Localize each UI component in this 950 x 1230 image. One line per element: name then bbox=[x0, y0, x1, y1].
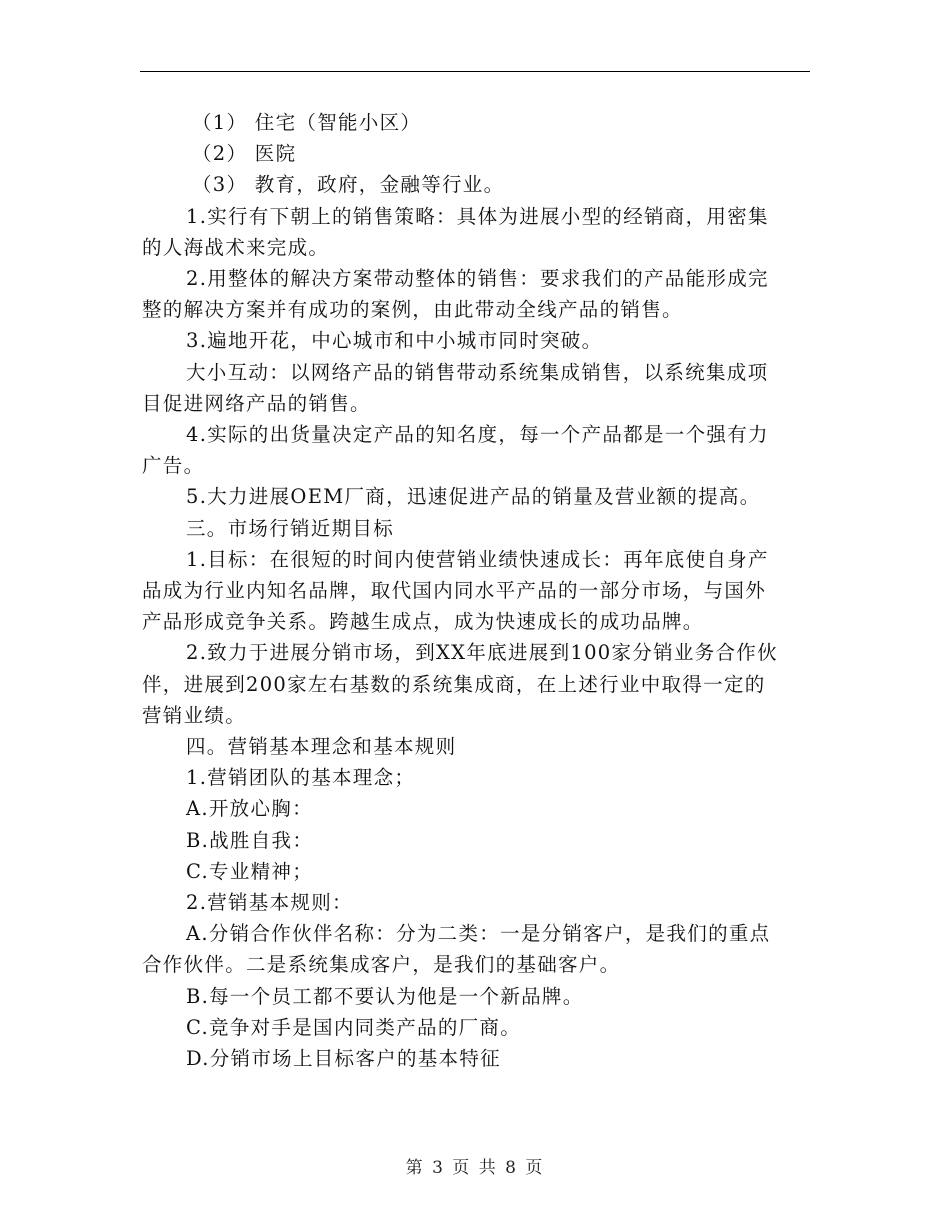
document-body bbox=[142, 107, 810, 1074]
text-line: A.开放心胸： bbox=[186, 797, 313, 821]
text-line: 2.用整体的解决方案带动整体的销售：要求我们的产品能形成完 bbox=[186, 267, 769, 291]
text-line: 1.营销团队的基本理念； bbox=[186, 766, 416, 790]
text-line: 伴，进展到200家左右基数的系统集成商，在上述行业中取得一定的 bbox=[142, 672, 766, 696]
text-line: 3.遍地开花，中心城市和中小城市同时突破。 bbox=[186, 329, 603, 353]
text-line: （3） 教育，政府，金融等行业。 bbox=[192, 173, 505, 197]
text-line: C.专业精神； bbox=[186, 859, 314, 883]
text-line: （2） 医院 bbox=[192, 142, 297, 166]
text-line: 营销业绩。 bbox=[142, 703, 247, 727]
text-line: 品成为行业内知名品牌，取代国内同水平产品的一部分市场，与国外 bbox=[142, 579, 767, 603]
text-line: 2.致力于进展分销市场，到XX年底进展到100家分销业务合作伙 bbox=[186, 641, 778, 665]
text-line: 合作伙伴。二是系统集成客户，是我们的基础客户。 bbox=[142, 953, 621, 977]
text-line: A.分销合作伙伴名称：分为二类：一是分销客户，是我们的重点 bbox=[186, 922, 771, 946]
text-line: 目促进网络产品的销售。 bbox=[142, 391, 371, 415]
text-line: 5.大力进展OEM厂商，迅速促进产品的销量及营业额的提高。 bbox=[186, 485, 761, 509]
text-line: B.每一个员工都不要认为他是一个新品牌。 bbox=[186, 984, 584, 1008]
text-line: （1） 住宅（智能小区） bbox=[192, 111, 422, 134]
text-line: 1.目标：在很短的时间内使营销业绩快速成长：再年底使自身产 bbox=[186, 547, 769, 571]
text-line: 2.营销基本规则： bbox=[186, 891, 353, 915]
text-line: 1.实行有下朝上的销售策略：具体为进展小型的经销商，用密集 bbox=[186, 204, 769, 228]
page-number-footer: 第 3 页 共 8 页 bbox=[405, 1158, 545, 1178]
document-text bbox=[142, 107, 810, 1074]
text-line: D.分销市场上目标客户的基本特征 bbox=[186, 1047, 501, 1071]
section-heading: 四。营销基本理念和基本规则 bbox=[186, 735, 457, 759]
text-line: B.战胜自我： bbox=[186, 828, 314, 852]
text-line: 产品形成竞争关系。跨越生成点，成为快速成长的成功品牌。 bbox=[142, 610, 704, 634]
text-line: 的人海战术来完成。 bbox=[142, 235, 330, 259]
text-line: 整的解决方案并有成功的案例，由此带动全线产品的销售。 bbox=[142, 298, 683, 322]
text-line: C.竞争对手是国内同类产品的厂商。 bbox=[186, 1015, 522, 1039]
text-line: 大小互动：以网络产品的销售带动系统集成销售，以系统集成项 bbox=[186, 360, 769, 384]
header-rule bbox=[140, 71, 810, 72]
text-line: 广告。 bbox=[142, 454, 205, 478]
text-line: 4.实际的出货量决定产品的知名度，每一个产品都是一个强有力 bbox=[186, 423, 769, 447]
section-heading: 三。市场行销近期目标 bbox=[186, 516, 395, 540]
